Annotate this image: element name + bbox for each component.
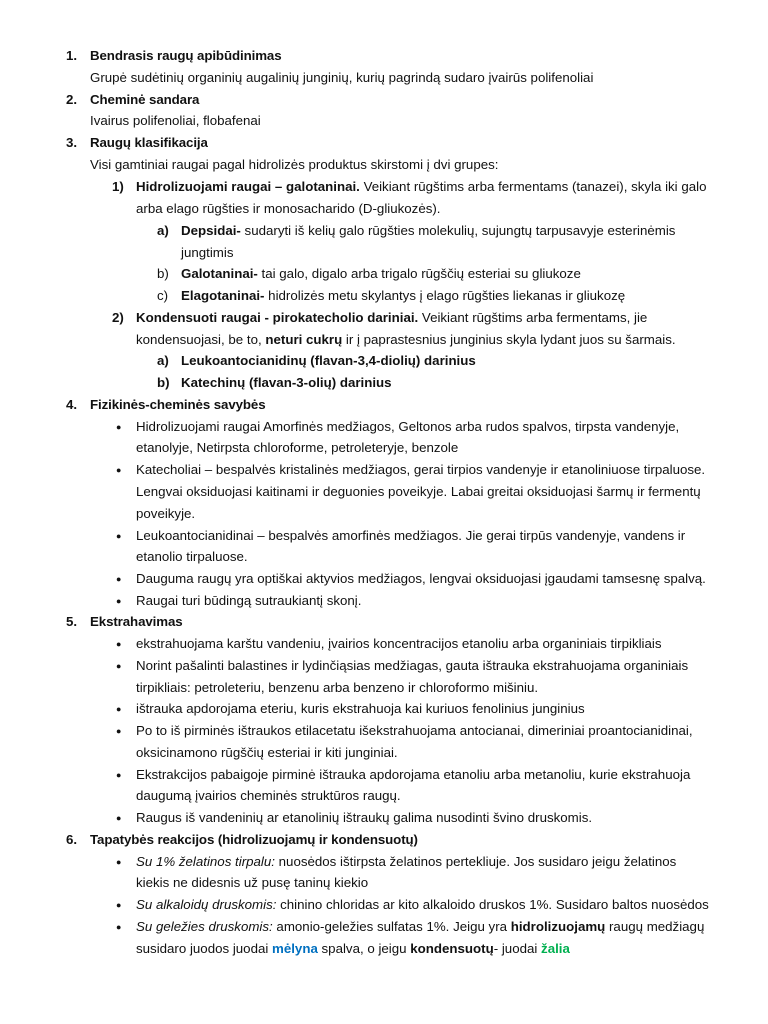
bullet-text-continuation: Lengvai oksiduojasi kaitinami ir deguonies poveikyje. Labai greitai oksiduojasi šarmų ir fermentų [136,484,701,499]
section-number: 2. [66,92,78,107]
list-item: Leukoantocianidinų (flavan-3,4-diolių) darinius [181,353,476,368]
bullet-icon: ● [116,465,122,475]
bullet-text: Leukoantocianidinai – bespalvės amorfinės medžiagos. Jie gerai tirpūs vandenyje, vandens ir [136,528,686,543]
term-description: sudaryti iš kelių galo rūgšties molekulių, sujungtų tarpusavyje esterinėmis [240,223,676,238]
list-marker: b) [157,266,169,281]
section-heading: Fizikinės-cheminės savybės [90,397,266,412]
section-heading: Ekstrahavimas [90,614,183,629]
list-marker: c) [157,288,169,303]
text-run: nuosėdos ištirpsta želatinos perteklіuje. Jos susidaro jeigu želatinos [274,854,677,869]
bullet-text-continuation: tirpikliais: petroleteriu, benzenu arba benzeno ir chloroformo mišiniu. [136,680,539,695]
text-bold: hidrolizuojamų [510,919,606,934]
section-heading: Tapatybės reakcijos (hidrolizuojamų ir kondensuotų) [90,832,418,847]
list-marker: 2) [112,310,124,325]
bullet-text: Norint pašalinti balastines ir lydinčiąsias medžiagas, gauta ištrauka ekstrahuojama organiniais [136,658,689,673]
bullet-text-continuation: oksicinamono rūgščių esteriai ir kiti junginiai. [136,745,398,760]
section-number: 5. [66,614,78,629]
list-item-continuation [136,330,676,352]
text-run: ir į paprastesnius junginius skyla lydant juos su šarmais. [342,332,676,347]
term-description: Veikiant rūgštims arba fermentams, jie [418,310,648,325]
bullet-text-continuation: poveikyje. [136,506,196,521]
text-bold: kondensuotų [410,941,494,956]
bullet-text: Katecholiai – bespalvės kristalinės medžiagos, gerai tirpios vandenyje ir etanoliniuose tirpaluose. [136,462,706,477]
bullet-icon: ● [116,704,122,714]
text-green: žalia [541,941,570,956]
text-run: kondensuojasi, be to, [136,332,266,347]
text-italic: Su 1% želatinos tirpalu: [136,854,275,869]
list-item-continuation: arba elago rūgšties ir monosacharido (D-gliukozės). [136,201,441,216]
paragraph-text: Ivairus polifenoliai, flobafenai [90,113,261,128]
text-blue: mėlyna [272,941,318,956]
bullet-text-continuation: kiekis ne didesnis už pusę taninų kiekio [136,875,369,890]
term-description: hidrolizės metu skylantys į elago rūgšties liekanas ir gliukozę [264,288,626,303]
bullet-text: Hidrolizuojami raugai Amorfinės medžiagos, Geltonos arba rudos spalvos, tirpsta vandenyje, [136,419,680,434]
text-run: amonio-geležies sulfatas 1%. Jeigu yra [272,919,511,934]
list-item [136,308,647,330]
list-item [181,221,675,243]
text-bold: neturi cukrų [265,332,343,347]
text-run: chinino chloridas ar kito alkaloido druskos 1%. Susidaro baltos nuosėdos [276,897,709,912]
section-heading: Raugų klasifikacija [90,135,208,150]
bullet-icon: ● [116,661,122,671]
bullet-text: ištrauka apdorojama eteriu, kuris ekstrahuoja kai kuriuos fenolinius junginius [136,701,585,716]
bullet-icon: ● [116,596,122,606]
term-description: Veikiant rūgštims arba fermentams (tanazei), skyla iki galo [359,179,707,194]
list-item: Katechinų (flavan-3-olių) darinius [181,375,392,390]
term-bold: Galotaninai- [181,266,258,281]
bullet-text-continuation [136,939,570,961]
bullet-text-continuation: etanolio tirpaluose. [136,549,248,564]
text-run: - juodai [493,941,542,956]
text-italic: Su alkaloidų druskomis: [136,897,277,912]
bullet-icon: ● [116,900,122,910]
list-item [136,177,706,199]
bullet-text: Dauguma raugų yra optiškai aktyvios medžiagos, lengvai oksiduojasi įgaudami tamsesnę spalvą. [136,571,706,586]
bullet-icon: ● [116,531,122,541]
bullet-text [136,852,676,874]
list-item [181,264,581,286]
section-number: 4. [66,397,78,412]
section-heading: Cheminė sandara [90,92,200,107]
text-italic: Su geležies druskomis: [136,919,273,934]
list-marker: 1) [112,179,124,194]
paragraph-text: Visi gamtiniai raugai pagal hidrolizės produktus skirstomi į dvi grupes: [90,157,499,172]
text-run: susidaro juodos juodai [136,941,273,956]
bullet-icon: ● [116,574,122,584]
bullet-text-continuation: daugumą įvairios cheminės struktūros raugų. [136,788,401,803]
bullet-text-continuation: etanolyje, Netirpsta chloroforme, petroleteryje, benzole [136,440,459,455]
bullet-text: ekstrahuojama karštu vandeniu, įvairios koncentracijos etanoliu arba organiniais tirpikliais [136,636,662,651]
bullet-icon: ● [116,770,122,780]
bullet-text [136,917,704,939]
bullet-icon: ● [116,813,122,823]
bullet-icon: ● [116,726,122,736]
bullet-text [136,895,709,917]
bullet-icon: ● [116,639,122,649]
term-bold: Hidrolizuojami raugai – galotaninai. [136,179,360,194]
list-marker: b) [157,375,170,390]
text-run: spalva, o jeigu [317,941,411,956]
bullet-text: Ekstrakcijos pabaigoje pirminė ištrauka apdorojama etanoliu arba metanoliu, kurie ekstrahuoja [136,767,691,782]
list-marker: a) [157,353,169,368]
section-number: 3. [66,135,78,150]
section-number: 6. [66,832,78,847]
term-bold: Kondensuoti raugai - pirokatecholio dariniai. [136,310,419,325]
bullet-text: Raugai turi būdingą sutraukiantį skonį. [136,593,362,608]
text-run: raugų medžiagų [605,919,705,934]
bullet-icon: ● [116,422,122,432]
bullet-text: Raugus iš vandeninių ar etanolinių ištraukų galima nusodinti švino druskomis. [136,810,593,825]
paragraph-text: Grupė sudėtinių organinių augalinių junginių, kurių pagrindą sudaro įvairūs polifenoliai [90,70,594,85]
list-item [181,286,625,308]
term-description: tai galo, digalo arba trigalo rūgščių esteriai su gliukoze [257,266,581,281]
term-bold: Depsidai- [181,223,241,238]
bullet-icon: ● [116,857,122,867]
bullet-icon: ● [116,922,122,932]
section-heading: Bendrasis raugų apibūdinimas [90,48,282,63]
term-bold: Elagotaninai- [181,288,265,303]
list-item-continuation: jungtimis [181,245,234,260]
bullet-text: Po to iš pirminės ištraukos etilacetatu išekstrahuojama antocianai, dimeriniai proantocianidinai, [136,723,693,738]
section-number: 1. [66,48,78,63]
list-marker: a) [157,223,169,238]
